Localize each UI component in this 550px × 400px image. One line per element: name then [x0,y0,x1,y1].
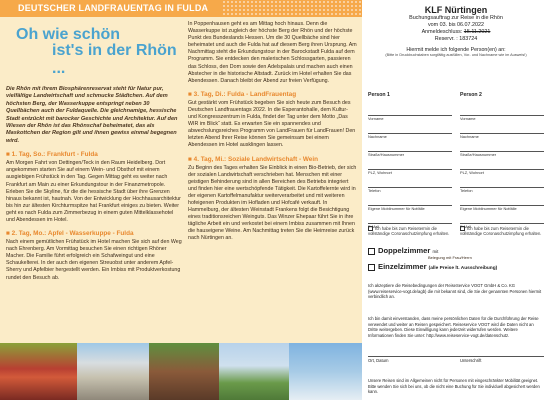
form-note: Hiermit melde ich folgende Person(en) an: [406,47,506,53]
banner-title: DEUTSCHER LANDFRAUENTAG IN FULDA [18,3,209,13]
p2-firstname-field[interactable]: Vorname [460,107,544,116]
double-room-option[interactable]: Doppelzimmer mit [368,246,546,255]
p1-phone-field[interactable]: Telefon [368,179,452,188]
section-text-day4: Zu Beginn des Tages erhalten Sie Einblick in einen Bio-Betrieb, der sich der sozialen Landwirtschaft verschrieben hat. Menschen mit einer geistigen Behinderung sind in allen Bereichen des Betriebs integriert und finden hier eine wertschöpfende Tätigkeit. Die Kartoffelernte wird in der eigenen Kartoffelmanufaktur weiterverarbeitet und mit weiteren hofeigenen Produkten im Hofladen und Hofcafé verkauft. In Hammelburg, der ältesten Weinstadt Frankens folgt die Besichtigung eines traditionsreichen Weinguts. Das Winzer Ehepaar führt Sie in ihre tägliche Arbeit ein und verkostet bei einem Imbiss zusammen mit Ihnen die hauseigene Weine. Am Nachmittag treten Sie die Heimreise zurück nach Nürtingen an. [188,164,357,242]
p1-email-field[interactable]: E-Mail [368,215,452,224]
privacy-text: Ich bin damit einverstanden, dass meine persönlichen Daten für die Durchführung der Reise verwendet und weiter an Reisen gespeichert. Reiseservice VOGT wird die Daten nicht an Dritte weitergeben. Diese Einwilligung kann jederzeit widerrufen werden. Weitere Informationen finden Sie unter: http://www.reiseservice-vogt.de/datenschutz. [368,316,539,338]
single-room-option[interactable]: Einzelzimmer (alle Preise lt. Ausschreibung) [368,262,546,271]
terms-text: Ich akzeptiere die Reisebedingungen der ReiseService VOGT GmbH & Co. KG (www.reiseservice-vogt.de/agb) die mir bekannt sind, die Sie der genannten Personen hiermit verbindlich an. [368,283,542,300]
bullet-icon: ■ [188,155,194,163]
apple-orchard-photo [0,343,77,400]
signature-label: Unterschrift [460,358,482,363]
wasserkuppe-radome-photo [289,343,362,400]
headline-line2: ist's in der Rhön ... [52,42,177,77]
form-header [362,5,550,43]
p1-city-field[interactable]: PLZ, Wohnort [368,161,452,170]
right-column [188,21,358,243]
fulda-baroque-photo [219,343,289,400]
p2-city-field[interactable]: PLZ, Wohnort [460,161,544,170]
top-banner [0,0,362,17]
form-title: KLF Nürtingen [424,5,488,15]
section-title-day2: ■ 2. Tag, Mo.: Apfel - Wasserkuppe - Fulda [6,230,134,238]
double-room-checkbox[interactable] [368,248,375,255]
section-title-day1: ■ 1. Tag, So.: Frankfurt - Fulda [6,151,98,159]
room-selection [368,246,546,271]
left-column [6,26,182,282]
intro-text: Die Rhön mit ihrem Biosphärenreservat steht für Natur pur, vielfältige Landwirtschaft und schmucke Städtchen. Auf dem höchsten Berg, der Wasserkuppe entspringt neben 30 Quellbächen auch der Fuldaquelle. Die gleichnamige, hessische Stadt entzückt mit barocker Geschichte und Architektur. Auf den Wiesen der Rhön ist das Rhönschaf beheimatet, das als Maskottchen der Region gilt und ihnen gewiss einmal begegnen wird. [6,86,178,144]
section-text-day2: Nach einem gemütlichen Frühstück im Hotel machen Sie sich auf den Weg nach Ehrenberg. Am Vormittag besuchen Sie einen richtigen Rhöner Macher. Die Familie führt erfolgreich ein Schafweingut und eine Schaukelterei. In der auch den eigenen Streuobst unter anderem Apfel-Sherry und Apfelbier hergestellt werden. Ein Imbiss mit Produktverkostung rundet den Besuch ab. [6,239,182,281]
person1-column [368,92,452,229]
banner-dot-pattern [222,0,362,17]
section-text-day2-cont: In Poppenhausen geht es am Mittag hoch hinaus. Denn die Wasserkuppe ist zugleich der höchste Berg der Rhön und der höchste Punkt des Bundeslands Hessen. Um die 30 Quellbäche sind hier beheimatet und auch die Fulda hat auf diesem Berg ihren Ursprung. Am Nachmittag steht die Erkundungstour in der Barockstadt Fulda auf dem Programm. Sie entdecken den malerischen Schlossgarten, passieren das Schloss, den Dom sowie den Adelspalais und machen auch einen Abstecher in die historische Altstadt. Zurück im Hotel erhalten Sie das Abendessen. Danach bleibt der Abend zur freien Verfügung. [188,21,357,84]
headline-line1: Oh wie schön [16,26,121,43]
double-room-sub: Belegung mit Frau/Herrn [428,255,472,260]
bullet-icon: ■ [6,230,12,238]
footer-note: Unsere Reisen sind im Allgemeinen nicht für Personen mit eingeschränkter Mobilität geeignet. Bitte wenden Sie sich bei uns, ob die nicht eine Buchung für Sie individuell abgesichert werden kann. [368,378,540,394]
p1-lastname-field[interactable]: Nachname [368,125,452,134]
p1-firstname-field[interactable]: Vorname [368,107,452,116]
p1-mobile-field[interactable]: Eigene Mobilnummer für Notfälle [368,197,452,206]
photo-strip [0,343,362,400]
section-title-day4: ■ 4. Tag, Mi.: Soziale Landwirtschaft - Wein [188,155,319,163]
p2-street-field[interactable]: Straße/Hausnummer [460,143,544,152]
p2-lastname-field[interactable]: Nachname [460,125,544,134]
bullet-icon: ■ [188,90,194,98]
p2-email-field[interactable]: E-Mail [460,215,544,224]
p1-vaccination-check[interactable]: Ich habe bis zum Reisetermin die vollständige Coronaschutzimpfung erhalten. [368,226,450,237]
section-text-day1: Am Morgen Fahrt von Dettingen/Teck in den Raum Heidelberg. Dort angekommen starten Sie auf einem Wein- und Obsthof mit einem ausgiebigen Frühstück in den Tag. Gegen Mittag geht es weiter nach Frankfurt am Main zu einer Erkundungstour in der Finanzmetropole. Erleben Sie die Skyline, für die die hessische Stadt über ihre Grenzen hinaus bekannt ist, hautnah. Von der Entwicklung der Hochhausarchitektur bis hin zur ältesten Kirchturmspitze hat Frankfurt einiges zu bieten. Weiter geht es nach Fulda zum Zimmerbezug in einem guten Mittelklassehotel und Abendessen im Hotel. [6,160,181,223]
form-date-line: vom 03. bis 06.07.2022 [427,22,485,28]
person2-column [460,92,544,229]
form-deadline-line: Anmeldeschluss: 15.11.2021 [421,29,491,35]
person1-heading: Person 1 [368,92,390,98]
p2-vaccination-check[interactable]: Ich habe bis zum Reisetermin die vollständige Coronaschutzimpfung erhalten. [460,226,542,237]
p1-street-field[interactable]: Straße/Hausnummer [368,143,452,152]
form-trip-line: Buchungsauftrag zur Reise in die Rhön [409,15,503,21]
booking-form [362,0,550,400]
bullet-icon: ■ [6,151,12,159]
person2-heading: Person 2 [460,92,482,98]
section-text-day3: Gut gestärkt vom Frühstück begeben Sie sich heute zum Besuch des Deutschen Landfrauentags 2022. In die Esperantohalle, dem Kultur- und Kongresszentrum in Fulda, findet der Tag unter dem Motto „Das WIR im Blick“ statt. Es erwarten Sie ein spannendes und abwechslungsreiches Programm von LandFrauen für LandFrauen! Den letzten Abend Ihrer Reise können Sie gemeinsam bei einem Abendessen im Hotel ausklingen lassen. [188,99,356,149]
frankfurt-skyline-photo [77,343,149,400]
form-subnote: (Bitte in Druckbuchstaben sorgfältig ausfüllen, Vor- und Nachname wie im Ausweis!) [385,53,527,57]
vineyard-cellar-photo [149,343,219,400]
section-title-day3: ■ 3. Tag, Di.: Fulda - LandFrauentag [188,90,297,98]
signature-row[interactable] [368,356,544,363]
p2-mobile-field[interactable]: Eigene Mobilnummer für Notfälle [460,197,544,206]
form-resnr-line: Reservr. : 183724 [434,36,478,42]
place-date-label: Ort, Datum [368,358,389,363]
single-room-checkbox[interactable] [368,264,375,271]
p2-phone-field[interactable]: Telefon [460,179,544,188]
